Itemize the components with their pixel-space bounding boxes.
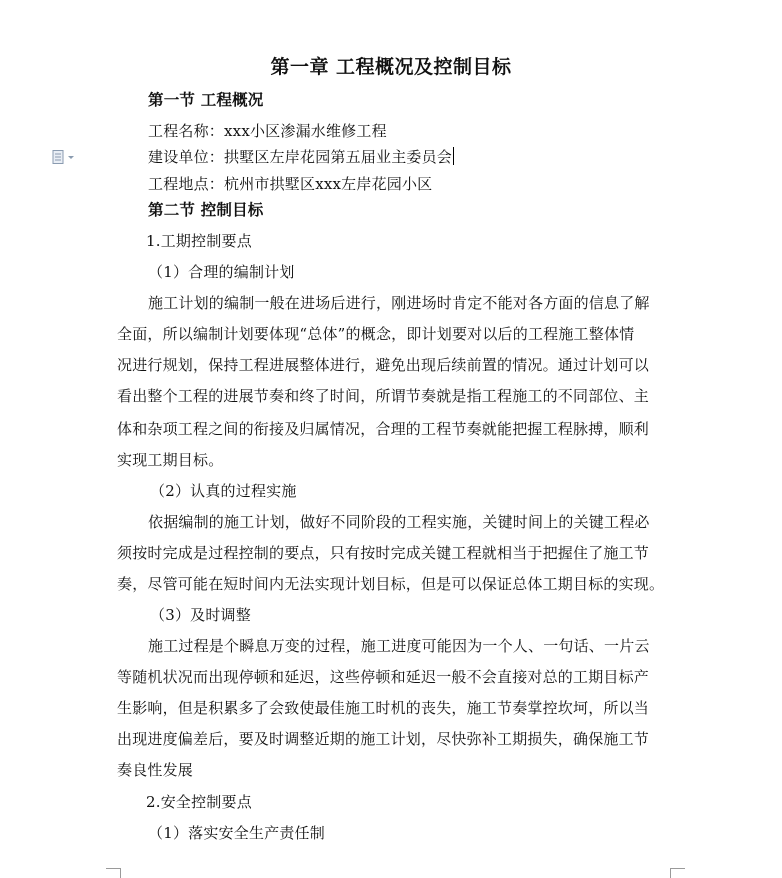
subitem-responsibility: （1）落实安全生产责任制 — [148, 824, 325, 842]
client-line — [148, 147, 454, 167]
paragraph-line: 施工计划的编制一般在进场后进行，刚进场时肯定不能对各方面的信息了解 — [148, 294, 650, 312]
paragraph-line: 施工过程是个瞬息万变的过程，施工进度可能因为一个人、一句话、一片云 — [148, 637, 650, 655]
page-corner-mark-left — [106, 868, 121, 878]
paragraph-line: 体和杂项工程之间的衔接及归属情况，合理的工程节奏就能把握工程脉搏，顺利 — [117, 420, 650, 438]
section-heading-overview: 第一节 工程概况 — [148, 90, 264, 109]
project-name-line: 工程名称：xxx小区渗漏水维修工程 — [148, 122, 387, 140]
paragraph-line: 等随机状况而出现停顿和延迟，这些停顿和延迟一般不会直接对总的工期目标产 — [117, 668, 650, 686]
page-corner-mark-right — [670, 868, 685, 878]
chapter-title: 第一章 工程概况及控制目标 — [270, 56, 512, 78]
paragraph-line: 况进行规划，保持工程进展整体进行，避免出现后续前置的情况。通过计划可以 — [117, 356, 650, 374]
paragraph-line: 出现进度偏差后，要及时调整近期的施工计划，尽快弥补工期损失，确保施工节 — [117, 730, 650, 748]
subitem-plan: （1）合理的编制计划 — [148, 263, 295, 281]
paragraph-line: 须按时完成是过程控制的要点，只有按时完成关键工程就相当于把握住了施工节 — [117, 544, 650, 562]
client-text: 建设单位：拱墅区左岸花园第五届业主委员会 — [148, 148, 453, 166]
paragraph-line: 实现工期目标。 — [117, 451, 224, 469]
subitem-execution: （2）认真的过程实施 — [150, 482, 297, 500]
document-icon[interactable] — [52, 150, 76, 164]
item-safety-control: 2.安全控制要点 — [146, 793, 252, 811]
text-cursor — [453, 147, 454, 165]
subitem-adjust: （3）及时调整 — [150, 606, 251, 624]
paragraph-line: 奏良性发展 — [117, 761, 194, 779]
item-schedule-control: 1.工期控制要点 — [146, 232, 252, 250]
paragraph-line: 奏，尽管可能在短时间内无法实现计划目标，但是可以保证总体工期目标的实现。 — [117, 575, 665, 593]
location-line: 工程地点：杭州市拱墅区xxx左岸花园小区 — [148, 175, 433, 193]
paragraph-line: 全面，所以编制计划要体现“总体”的概念，即计划要对以后的工程施工整体情 — [117, 325, 635, 343]
paragraph-line: 生影响，但是积累多了会致使最佳施工时机的丧失，施工节奏掌控坎坷，所以当 — [117, 699, 650, 717]
section-heading-targets: 第二节 控制目标 — [148, 200, 264, 219]
paragraph-line: 看出整个工程的进展节奏和终了时间，所谓节奏就是指工程施工的不同部位、主 — [117, 387, 650, 405]
paragraph-line: 依据编制的施工计划，做好不同阶段的工程实施，关键时间上的关键工程必 — [148, 513, 650, 531]
